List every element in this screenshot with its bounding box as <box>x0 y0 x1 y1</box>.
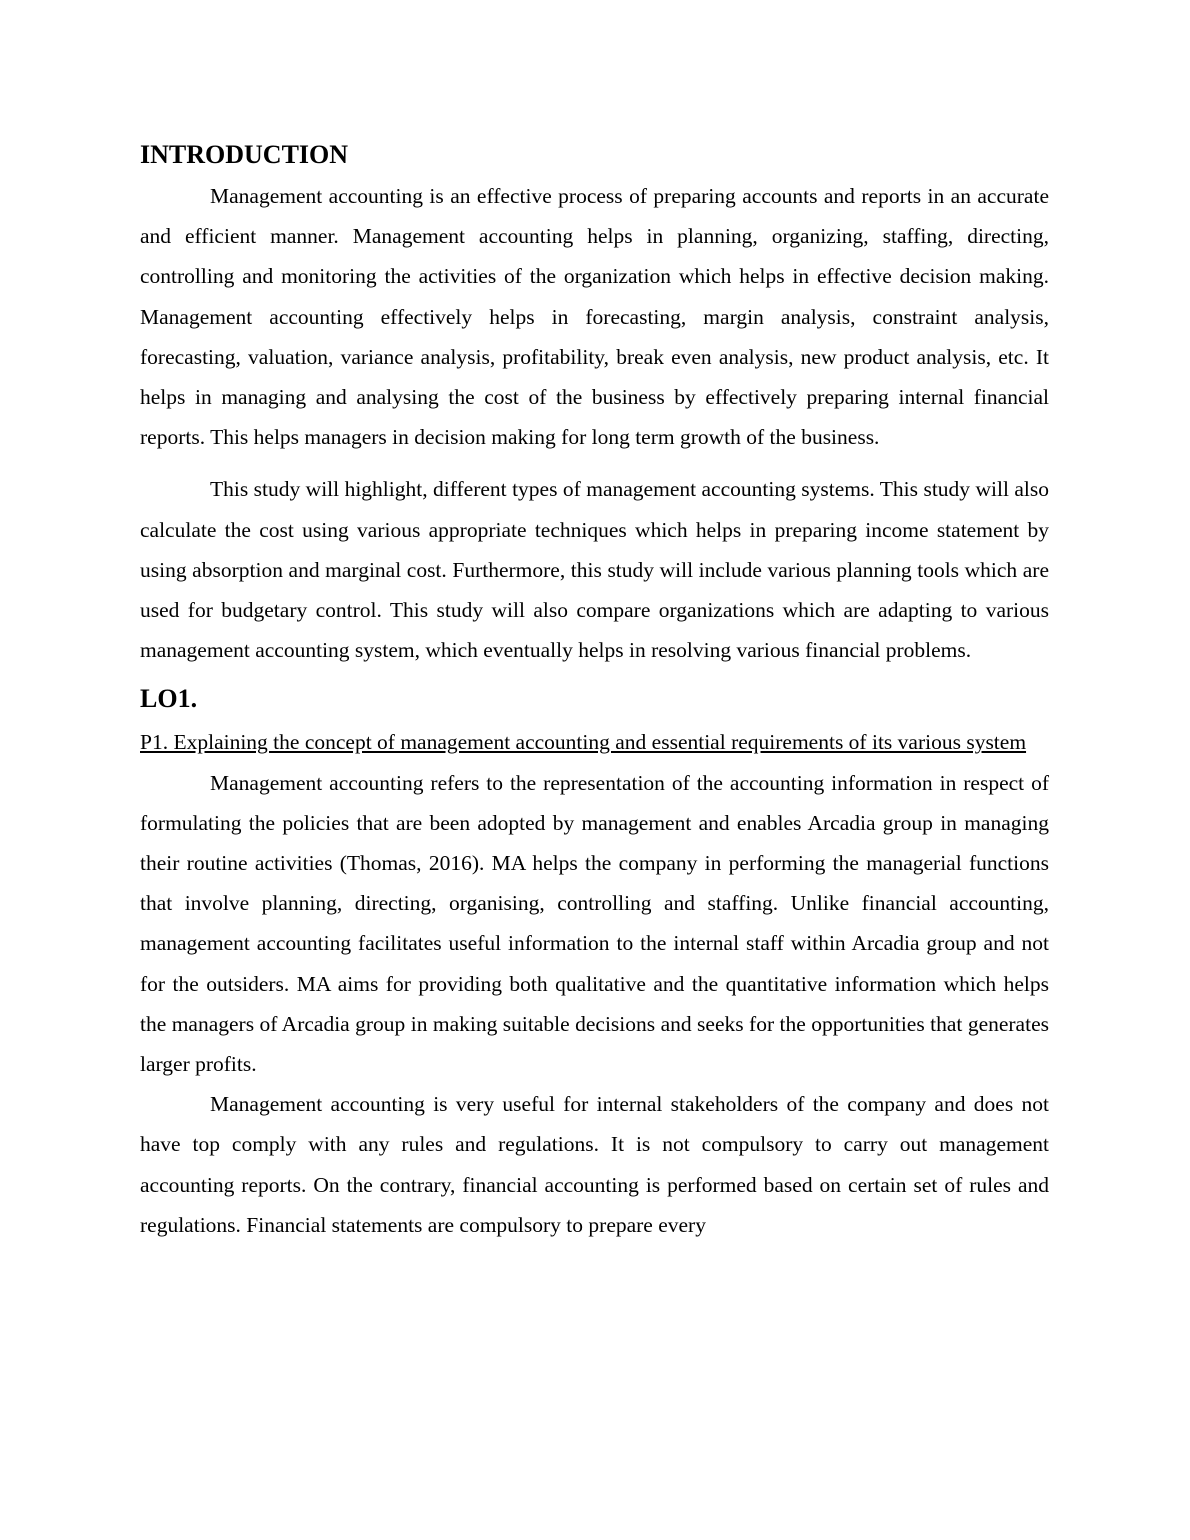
intro-paragraph-1: Management accounting is an effective process of preparing accounts and reports in an accurate and efficient manner. Management accounting helps in planning, organizing, staffing, directing, controlling and monitoring the activities of the organization which helps in effective decision making. Management accounting effectively helps in forecasting, margin analysis, constraint analysis, forecasting, valuation, variance analysis, profitability, break even analysis, new product analysis, etc. It helps in managing and analysing the cost of the business by effectively preparing internal financial reports. This helps managers in decision making for long term growth of the business. <box>140 184 1049 450</box>
p1-paragraph-2: Management accounting is very useful for internal stakeholders of the company and does not have top comply with any rules and regulations. It is not compulsory to carry out management accounting reports. On the contrary, financial accounting is performed based on certain set of rules and regulations. Financial statements are compulsory to prepare every <box>140 1092 1049 1237</box>
introduction-heading: INTRODUCTION <box>140 140 349 169</box>
lo1-heading: LO1. <box>140 684 198 714</box>
document-page <box>140 138 1049 1245</box>
intro-paragraph-2: This study will highlight, different types of management accounting systems. This study will also calculate the cost using various appropriate techniques which helps in preparing income statement by using absorption and marginal cost. Furthermore, this study will include various planning tools which are used for budgetary control. This study will also compare organizations which are adapting to various management accounting system, which eventually helps in resolving various financial problems. <box>140 477 1049 663</box>
p1-paragraph-1: Management accounting refers to the representation of the accounting information in respect of formulating the policies that are been adopted by management and enables Arcadia group in managing their routine activities (Thomas, 2016). MA helps the company in performing the managerial functions that involve planning, directing, organising, controlling and staffing. Unlike financial accounting, management accounting facilitates useful information to the internal staff within Arcadia group and not for the outsiders. MA aims for providing both qualitative and the quantitative information which helps the managers of Arcadia group in making suitable decisions and seeks for the opportunities that generates larger profits. <box>140 770 1049 1077</box>
p1-subheading: P1. Explaining the concept of management accounting and essential requirements of its various system <box>140 730 1027 755</box>
